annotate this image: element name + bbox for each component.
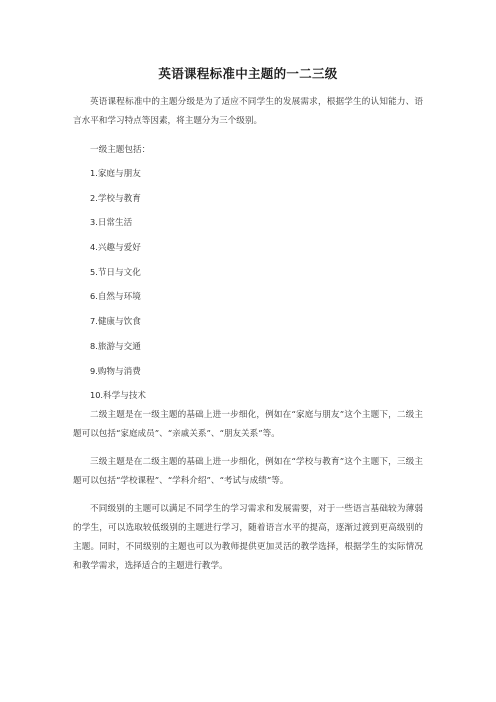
list-item: 6.自然与环境: [90, 291, 141, 303]
list-item: 8.旅游与交通: [90, 340, 141, 352]
list-item: 10.科学与技术: [90, 390, 147, 402]
list-item: 1.家庭与朋友: [90, 168, 141, 179]
intro-paragraph: 英语课程标准中的主题分级是为了适应不同学生的发展需求，根据学生的认知能力、语言水平和学习特点等因素，将主题分为三个级别。: [73, 97, 423, 126]
level1-topic-list: [90, 166, 146, 413]
level1-heading: 一级主题包括：: [90, 145, 151, 155]
differentiation-paragraph: 不同级别的主题可以满足不同学生的学习需求和发展需要，对于一些语言基础较为薄弱的学生，可以选取较低级别的主题进行学习，随着语言水平的提高，逐渐过渡到更高级别的主题。同时，不同级别的主题也可以为教师提供更加灵活的教学选择，根据学生的实际情况和教学需求，选择适合的主题进行教学。: [73, 504, 423, 571]
list-item: 9.购物与消费: [90, 365, 141, 377]
document-title: 英语课程标准中主题的一二三级: [158, 66, 338, 81]
list-item: 2.学校与教育: [90, 192, 141, 204]
list-item: 5.节日与文化: [90, 266, 141, 278]
list-item: 7.健康与饮食: [90, 316, 141, 328]
level2-paragraph: 二级主题是在一级主题的基础上进一步细化，例如在“家庭与朋友”这个主题下，二级主题可以包括“家庭成员”、“亲戚关系”、“朋友关系”等。: [73, 410, 423, 439]
list-item: 4.兴趣与爱好: [90, 242, 141, 254]
level3-paragraph: 三级主题是在二级主题的基础上进一步细化，例如在“学校与教育”这个主题下，三级主题可以包括“学校课程”、“学科介绍”、“考试与成绩”等。: [73, 457, 423, 486]
list-item: 3.日常生活: [90, 217, 133, 229]
